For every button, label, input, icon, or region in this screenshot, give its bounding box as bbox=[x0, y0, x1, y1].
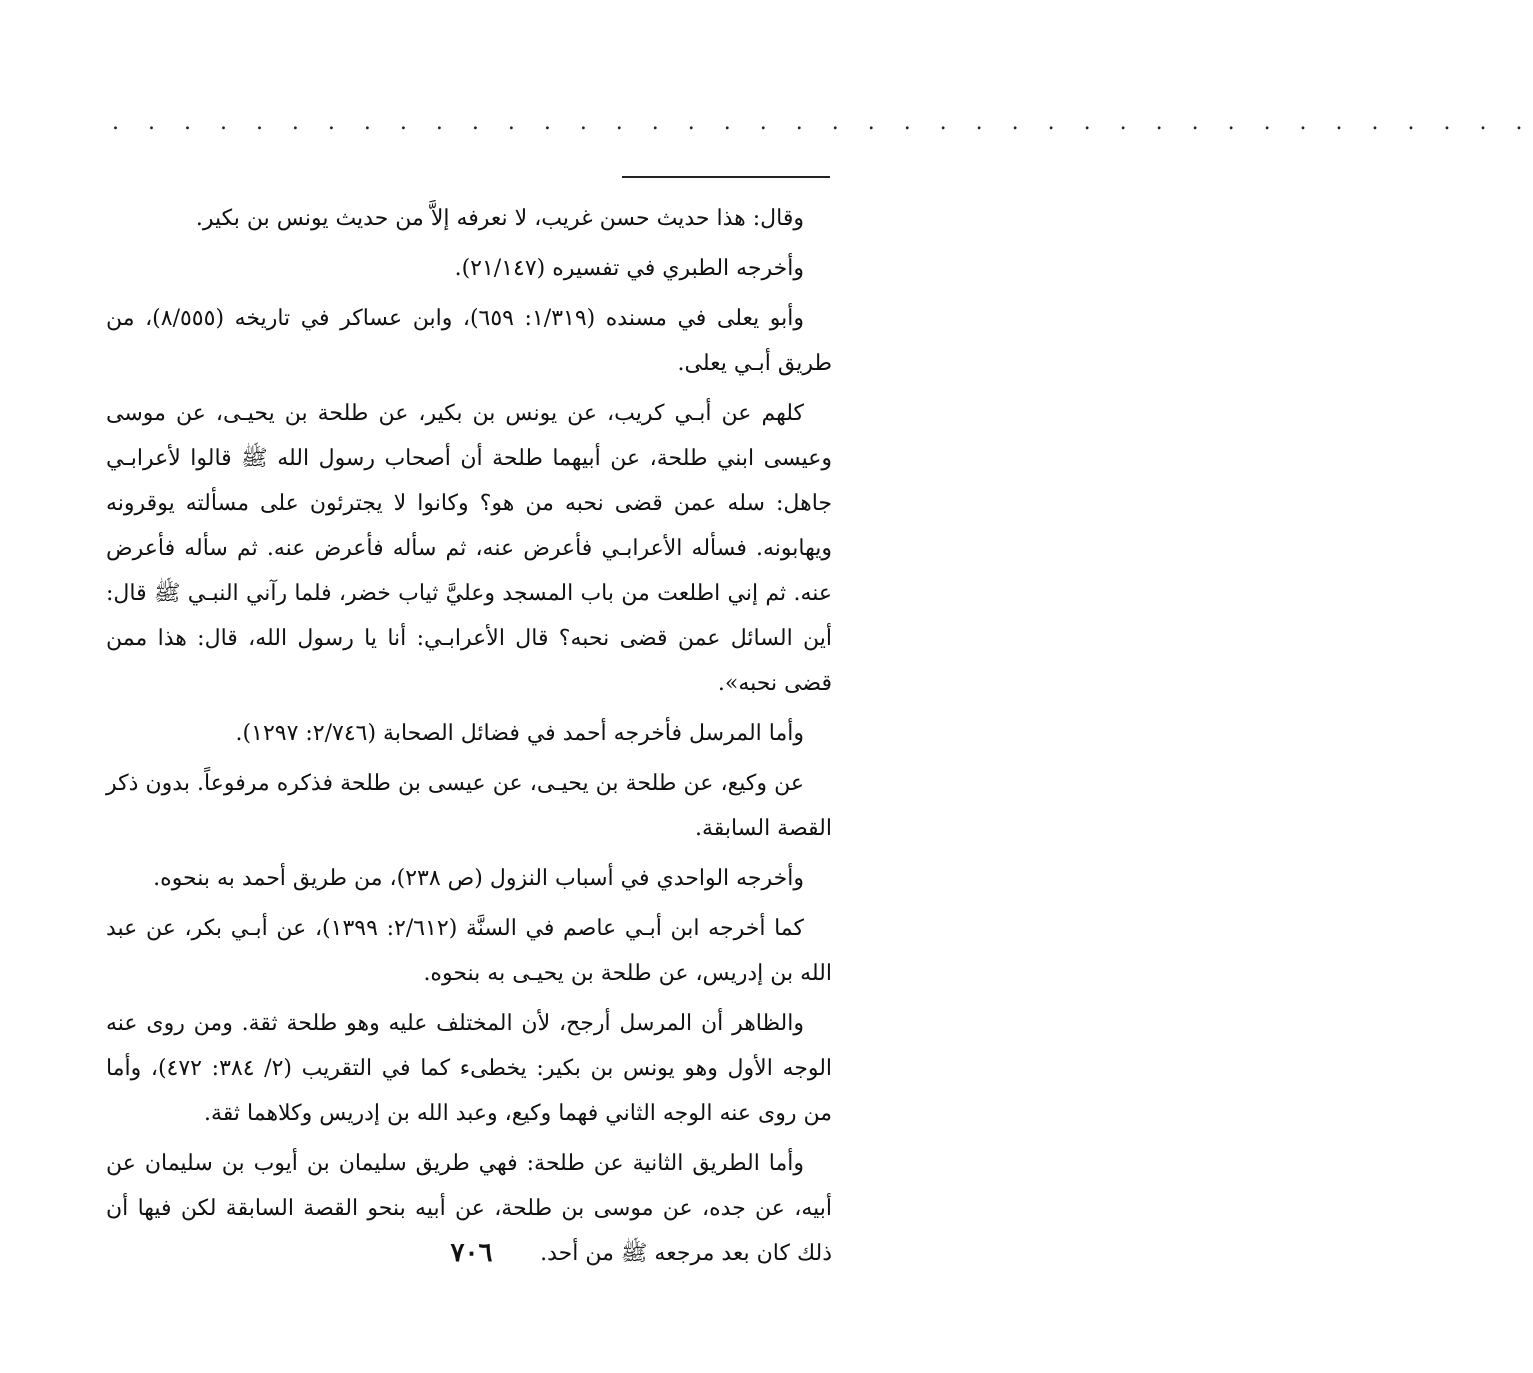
paragraph-9: والظاهر أن المرسل أرجح، لأن المختلف عليه وهو طلحة ثقة. ومن روى عنه الوجه الأول وهو يونس بن بكير: يخطىء كما في التقريب (٢/ ٣٨٤: ٤٧٢)، وأما من روى عنه الوجه الثاني فهما وكيع، وعبد الله بن إدريس وكلاهما ثقة. bbox=[106, 1011, 833, 1126]
paragraph-10: وأما الطريق الثانية عن طلحة: فهي طريق سليمان بن أيوب بن سليمان عن أبيه، عن جده، عن موسى بن طلحة، عن أبيه بنحو القصة السابقة لكن فيها أن ذلك كان بعد مرجعه ﷺ من أحد. bbox=[106, 1151, 832, 1266]
paragraph-5: وأما المرسل فأخرجه أحمد في فضائل الصحابة (٢/٧٤٦: ١٢٩٧). bbox=[235, 721, 804, 746]
paragraph-1: وقال: هذا حديث حسن غريب، لا نعرفه إلاَّ من حديث يونس بن بكير. bbox=[195, 206, 804, 231]
paragraph-8: كما أخرجه ابن أبـي عاصم في السنَّة (٢/٦١٢: ١٣٩٩)، عن أبـي بكر، عن عبد الله بن إدريس، عن طلحة بن يحيـى به بنحوه. bbox=[106, 916, 832, 986]
footnote-rule bbox=[622, 176, 830, 178]
paragraph-7: وأخرجه الواحدي في أسباب النزول (ص ٢٣٨)، من طريق أحمد به بنحوه. bbox=[153, 866, 804, 891]
page-body bbox=[106, 196, 832, 1281]
paragraph-6: عن وكيع، عن طلحة بن يحيـى، عن عيسى بن طلحة فذكره مرفوعاً. بدون ذكر القصة السابقة. bbox=[106, 771, 832, 841]
page-number: ٧٠٦ bbox=[450, 1238, 493, 1268]
paragraph-2: وأخرجه الطبري في تفسيره (٢١/١٤٧). bbox=[454, 256, 804, 281]
dotted-separator: . . . . . . . . . . . . . . . . . . . . . . . . . . . . . . . . . . . . . . . . bbox=[112, 110, 1533, 135]
paragraph-3: وأبو يعلى في مسنده (١/٣١٩: ٦٥٩)، وابن عساكر في تاريخه (٨/٥٥٥)، من طريق أبـي يعلى. bbox=[106, 306, 832, 376]
paragraph-4: كلهم عن أبـي كريب، عن يونس بن بكير، عن طلحة بن يحيـى، عن موسى وعيسى ابني طلحة، عن أبيهما طلحة أن أصحاب رسول الله ﷺ قالوا لأعرابـي جاهل: سله عمن قضى نحبه من هو؟ وكانوا لا يجترئون على مسألته يوقرونه ويهابونه. فسأله الأعرابـي فأعرض عنه، ثم سأله فأعرض عنه. ثم سأله فأعرض عنه. ثم إني اطلعت من باب المسجد وعليَّ ثياب خضر، فلما رآني النبـي ﷺ قال: أين السائل عمن قضى نحبه؟ قال الأعرابـي: أنا يا رسول الله، قال: هذا ممن قضى نحبه». bbox=[106, 401, 832, 696]
